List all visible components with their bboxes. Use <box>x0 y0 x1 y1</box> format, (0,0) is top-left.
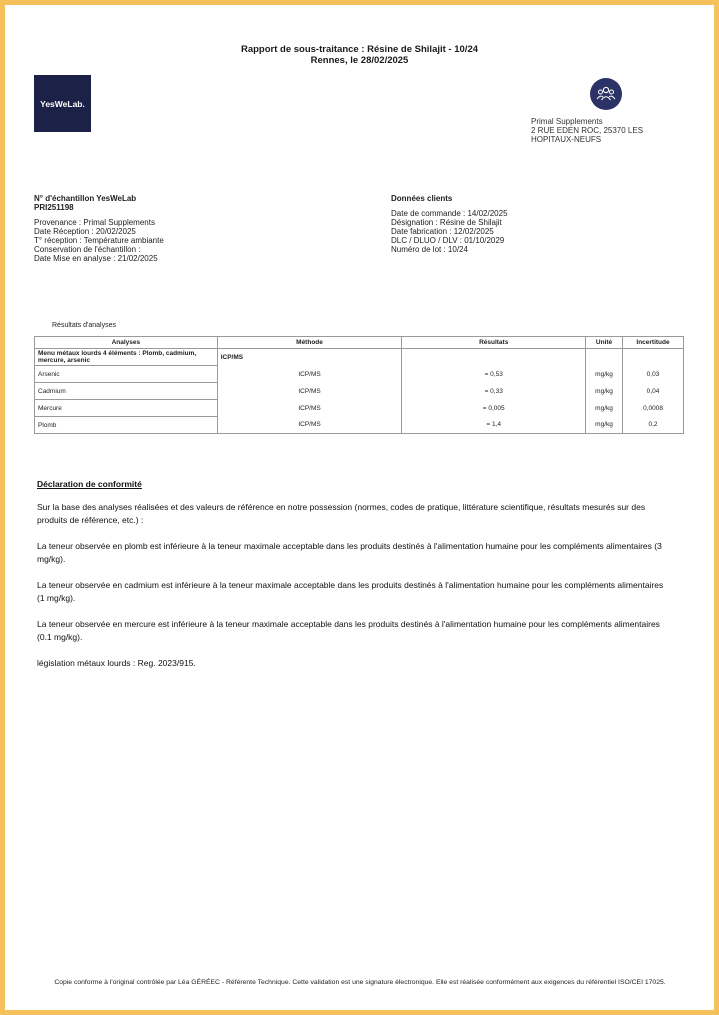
header-analyses: Analyses <box>35 337 218 349</box>
row-analyse: Plomb <box>35 417 218 434</box>
header-resultats: Résultats <box>402 337 586 349</box>
sample-provenance: Provenance : Primal Supplements <box>34 218 155 227</box>
client-address-line1: 2 RUE EDEN ROC, 25370 LES <box>531 126 644 135</box>
declaration-paragraph: La teneur observée en plomb est inférieure à la teneur maximale acceptable dans les produits destinés à l'alimentation humaine pour les compléments alimentaires (3 mg/kg). <box>37 541 662 564</box>
row-incertitude: 0,03 <box>623 366 684 383</box>
table-row <box>35 400 684 417</box>
group-label: Menu métaux lourds 4 éléments : Plomb, cadmium, mercure, arsenic <box>35 349 218 366</box>
row-resultat: = 0,33 <box>402 383 586 400</box>
row-methode: ICP/MS <box>217 366 402 383</box>
table-row <box>35 417 684 434</box>
client-designation: Désignation : Résine de Shilajit <box>391 218 502 227</box>
client-address <box>531 117 643 144</box>
sample-id: PRI251198 <box>34 203 74 212</box>
row-unite: mg/kg <box>586 417 623 434</box>
declaration-paragraph: Sur la base des analyses réalisées et des valeurs de référence en notre possession (normes, codes de pratique, littérature scientifique, résultats mesurés sur des produits de référence, etc.) : <box>37 502 646 525</box>
client-lot: Numéro de lot : 10/24 <box>391 245 468 254</box>
results-label: Résultats d'analyses <box>52 322 116 329</box>
row-methode: ICP/MS <box>217 417 402 434</box>
row-incertitude: 0,0008 <box>623 400 684 417</box>
client-data-heading: Données clients <box>391 194 453 203</box>
team-icon <box>590 78 622 110</box>
results-table <box>34 336 684 434</box>
client-date-commande: Date de commande : 14/02/2025 <box>391 209 508 218</box>
row-unite: mg/kg <box>586 366 623 383</box>
client-dlc: DLC / DLUO / DLV : 01/10/2029 <box>391 236 505 245</box>
sample-info <box>34 194 164 263</box>
client-name: Primal Supplements <box>531 117 603 126</box>
row-incertitude: 0,2 <box>623 417 684 434</box>
footer-certification: Copie conforme à l'original contrôlée par Léa GÉRÉEC - Référente Technique. Cette validation est une signature électronique. Elle est réalisée conformément aux exigences du référentiel ISO/CEI 17025. <box>54 979 666 986</box>
row-unite: mg/kg <box>586 383 623 400</box>
client-address-line2: HOPITAUX-NEUFS <box>531 135 602 144</box>
declaration-section <box>37 478 667 683</box>
row-resultat: = 0,53 <box>402 366 586 383</box>
group-row <box>35 349 684 366</box>
document-page <box>5 5 714 1010</box>
row-analyse: Cadmium <box>35 383 218 400</box>
group-method: ICP/MS <box>217 349 402 366</box>
sample-date-analyse: Date Mise en analyse : 21/02/2025 <box>34 254 158 263</box>
row-analyse: Arsenic <box>35 366 218 383</box>
sample-conservation: Conservation de l'échantillon : <box>34 245 141 254</box>
declaration-heading: Déclaration de conformité <box>37 479 142 489</box>
logo-text: YesWeLab. <box>40 98 85 109</box>
row-methode: ICP/MS <box>217 383 402 400</box>
sample-temp-reception: T° réception : Température ambiante <box>34 236 164 245</box>
sample-heading: N° d'échantillon YesWeLab <box>34 194 137 203</box>
client-date-fabrication: Date fabrication : 12/02/2025 <box>391 227 494 236</box>
header-unite: Unité <box>586 337 623 349</box>
row-methode: ICP/MS <box>217 400 402 417</box>
yeswelab-logo <box>34 75 91 132</box>
row-analyse: Mercure <box>35 400 218 417</box>
row-incertitude: 0,04 <box>623 383 684 400</box>
table-row <box>35 383 684 400</box>
client-data <box>391 194 508 254</box>
declaration-paragraph: La teneur observée en cadmium est inférieure à la teneur maximale acceptable dans les produits destinés à l'alimentation humaine pour les compléments alimentaires (1 mg/kg). <box>37 580 664 603</box>
declaration-paragraph: législation métaux lourds : Reg. 2023/915. <box>37 658 196 668</box>
header-incertitude: Incertitude <box>623 337 684 349</box>
declaration-paragraph: La teneur observée en mercure est inférieure à la teneur maximale acceptable dans les produits destinés à l'alimentation humaine pour les compléments alimentaires (0.1 mg/kg). <box>37 619 660 642</box>
sample-date-reception: Date Réception : 20/02/2025 <box>34 227 136 236</box>
row-resultat: = 1,4 <box>402 417 586 434</box>
table-row <box>35 366 684 383</box>
results-header-row <box>35 337 684 349</box>
row-resultat: = 0,005 <box>402 400 586 417</box>
report-title: Rapport de sous-traitance : Résine de Shilajit - 10/24 <box>240 44 479 55</box>
header-methode: Méthode <box>217 337 402 349</box>
row-unite: mg/kg <box>586 400 623 417</box>
report-place-date: Rennes, le 28/02/2025 <box>310 55 409 66</box>
